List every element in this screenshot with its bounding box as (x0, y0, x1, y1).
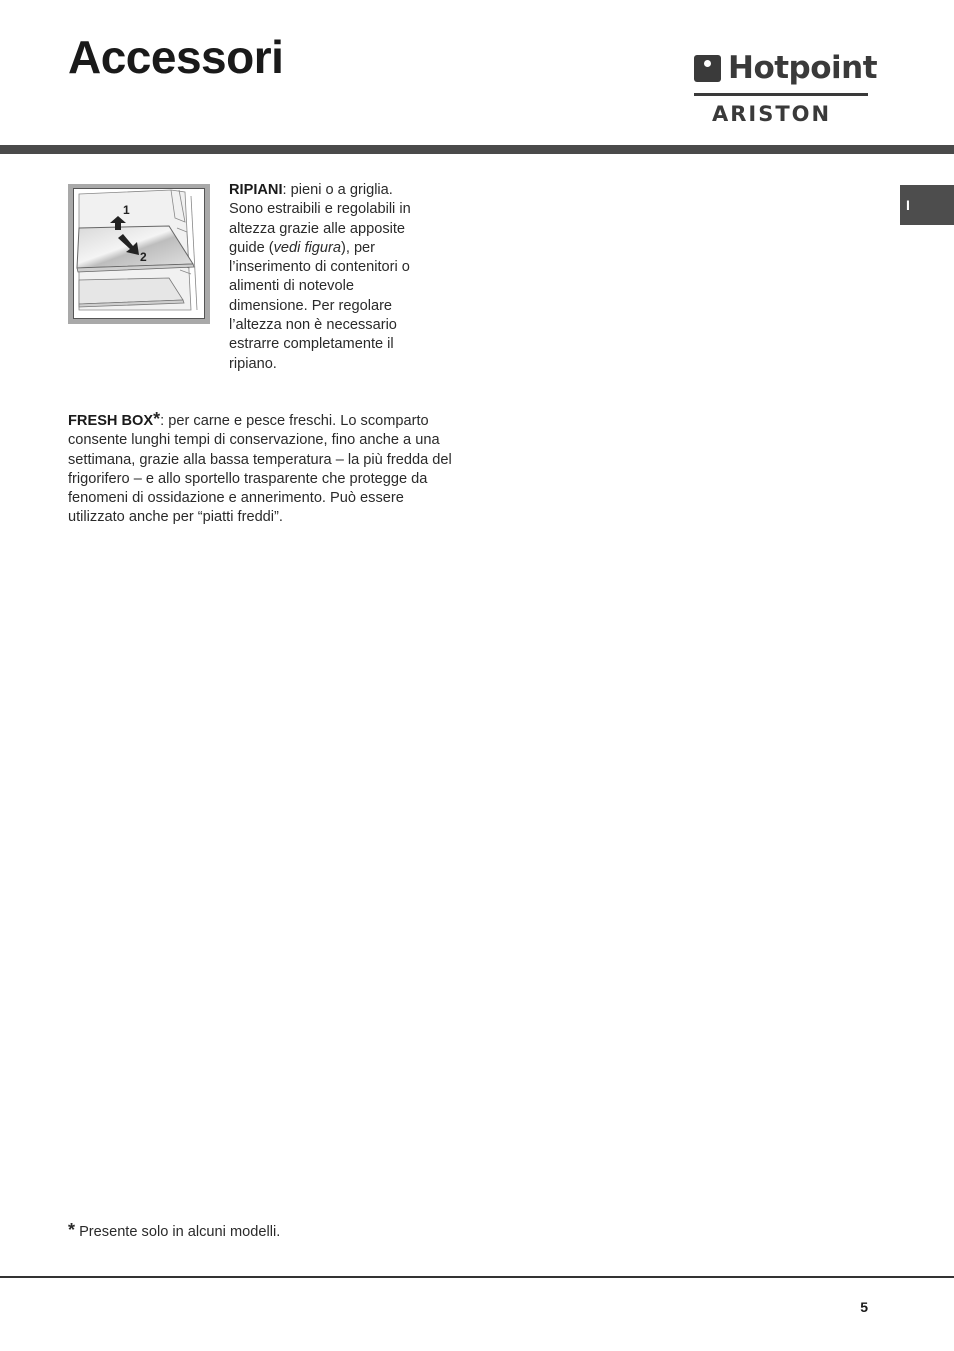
ripiani-term: RIPIANI (229, 182, 283, 198)
ripiani-text-2: ), per l’inserimento di contenitori o alimenti di notevole dimensione. Per regolare l’altezza non è necessario estrarre completamente il ripiano. (229, 239, 410, 372)
logo-sub-brand-text: ARISTON (712, 102, 832, 126)
footnote-text: Presente solo in alcuni modelli. (75, 1224, 281, 1240)
logo-divider (694, 93, 868, 96)
ripiani-text-1: : pieni o a griglia. Sono estraibili e regolabili in altezza grazie alle apposite guide ( (229, 182, 411, 256)
language-tab: I (900, 185, 954, 225)
fridge-shelf-illustration-icon (73, 188, 205, 319)
footer-rule (0, 1276, 954, 1278)
figure-label-2: 2 (140, 250, 147, 264)
ripiani-paragraph (229, 181, 429, 374)
page-number: 5 (860, 1299, 868, 1315)
fresh-box-text: : per carne e pesce freschi. Lo scomparto consente lunghi tempi di conservazione, fino anche a una settimana, grazie alla bassa temperatura – la più fredda del frigorifero – e allo sportello trasparente che protegge da fenomeni di ossidazione e annerimento. Può essere utilizzato anche per “piatti freddi”. (68, 413, 452, 526)
fresh-box-term: FRESH BOX (68, 413, 154, 429)
fresh-box-paragraph (68, 409, 460, 528)
footnote-asterisk: * (68, 1220, 76, 1240)
ripiani-figure-reference: vedi figura (273, 239, 341, 256)
page-title: Accessori (68, 31, 284, 83)
brand-logo (694, 50, 878, 128)
footnote (68, 1220, 281, 1242)
figure-label-1: 1 (123, 203, 130, 217)
logo-brand-text: Hotpoint (728, 50, 878, 86)
shelf-figure (68, 184, 210, 324)
hotpoint-mark-icon (694, 55, 721, 82)
header-rule (0, 145, 954, 154)
logo-top-row (694, 52, 877, 84)
fresh-box-asterisk: * (153, 409, 161, 429)
